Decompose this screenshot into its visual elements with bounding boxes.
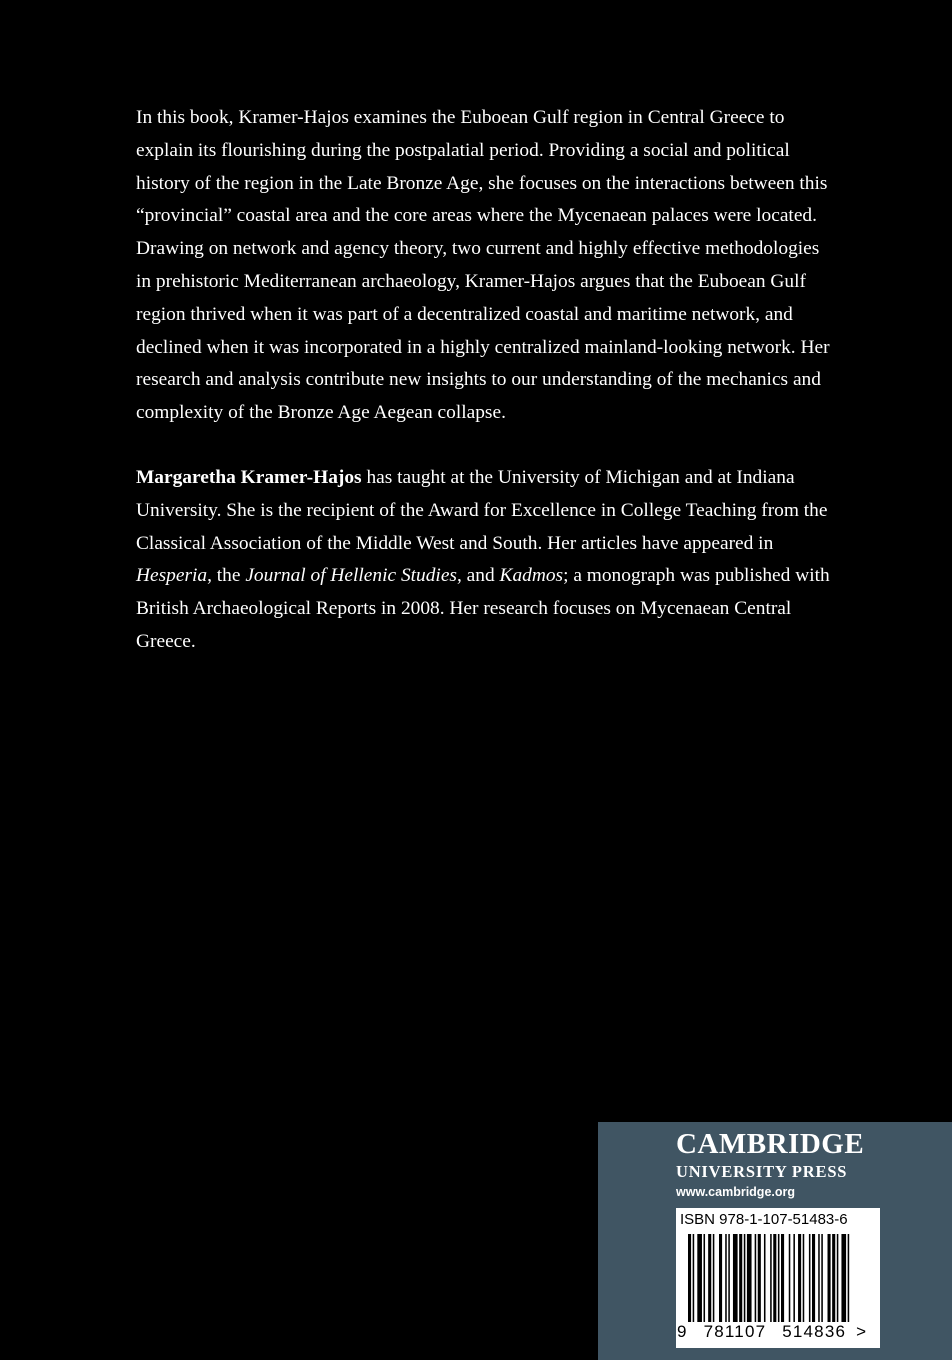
publisher-name: CAMBRIDGE — [676, 1128, 865, 1160]
barcode-bar — [739, 1234, 742, 1322]
barcode-icon — [686, 1234, 872, 1322]
barcode-bar — [818, 1234, 820, 1322]
barcode-bar — [789, 1234, 791, 1322]
barcode-right-digits: 514836 — [782, 1322, 847, 1341]
barcode-bar — [733, 1234, 738, 1322]
barcode-digits — [676, 1322, 880, 1342]
back-cover-text — [136, 102, 836, 659]
barcode-bar — [832, 1234, 835, 1322]
barcode-bar — [803, 1234, 805, 1322]
barcode-bar — [704, 1234, 706, 1322]
author-bio-text: , the — [207, 565, 246, 587]
author-bio — [136, 462, 836, 659]
barcode-bar — [755, 1234, 757, 1322]
publisher-url: www.cambridge.org — [676, 1185, 796, 1199]
publisher-panel — [598, 1122, 952, 1360]
barcode-bar — [688, 1234, 691, 1322]
barcode-bar — [697, 1234, 702, 1322]
barcode-bar — [747, 1234, 752, 1322]
barcode-lead-digit: 9 — [677, 1322, 688, 1341]
book-description: In this book, Kramer-Hajos examines the Euboean Gulf region in Central Greece to explain its flourishing during the postpalatial period. Providing a social and political history of the region in the Late Bronze Age, she focuses on the interactions between this “provincial” coastal area and the core areas where the Mycenaean palaces were located. Drawing on network and agency theory, two current and highly effective methodologies in prehistoric Mediterranean archaeology, Kramer-Hajos argues that the Euboean Gulf region thrived when it was part of a decentralized coastal and maritime network, and declined when it was incorporated in a highly centralized mainland-looking network. Her research and analysis contribute new insights to our understanding of the mechanics and complexity of the Bronze Age Aegean collapse. — [136, 107, 830, 424]
author-bio-text: has taught at the University of Michigan and at Indiana University. She is the recipient of the Award for Excellence in College Teaching from the Classical Association of the Middle West and South. Her articles have appeared in — [136, 466, 828, 554]
barcode-bar — [798, 1234, 801, 1322]
barcode-bar — [828, 1234, 831, 1322]
barcode-bar — [708, 1234, 711, 1322]
barcode-box — [676, 1208, 880, 1348]
barcode-bar — [781, 1234, 784, 1322]
author-bio-text: ; a monograph was published with British Archaeological Reports in 2008. Her research focuses on Mycenaean Central Greece. — [136, 565, 830, 652]
barcode-bar — [837, 1234, 839, 1322]
barcode-bar — [793, 1234, 795, 1322]
barcode-bar — [713, 1234, 715, 1322]
publisher-subtitle: UNIVERSITY PRESS — [676, 1162, 848, 1181]
barcode-bar — [728, 1234, 730, 1322]
barcode-bar — [778, 1234, 780, 1322]
barcode-bar — [809, 1234, 811, 1322]
author-name: Margaretha Kramer-Hajos — [136, 466, 362, 488]
barcode-bar — [770, 1234, 772, 1322]
barcode-bar — [725, 1234, 727, 1322]
barcode-bar — [841, 1234, 846, 1322]
barcode-bar — [764, 1234, 766, 1322]
barcode-bar — [773, 1234, 776, 1322]
barcode-bar — [744, 1234, 746, 1322]
barcode-bar — [812, 1234, 815, 1322]
barcode-bar — [758, 1234, 761, 1322]
author-bio-text: , and — [456, 565, 500, 587]
barcode-left-digits: 781107 — [703, 1322, 767, 1341]
barcode-bar — [719, 1234, 722, 1322]
barcode-bar — [821, 1234, 823, 1322]
barcode-end-mark: > — [856, 1322, 868, 1341]
journal-title: Journal of Hellenic Studies — [245, 565, 457, 587]
isbn-label: ISBN 978-1-107-51483-6 — [680, 1211, 848, 1228]
barcode-bar — [693, 1234, 695, 1322]
journal-title: Hesperia — [136, 565, 208, 587]
journal-title: Kadmos — [499, 565, 564, 587]
barcode-bar — [848, 1234, 850, 1322]
